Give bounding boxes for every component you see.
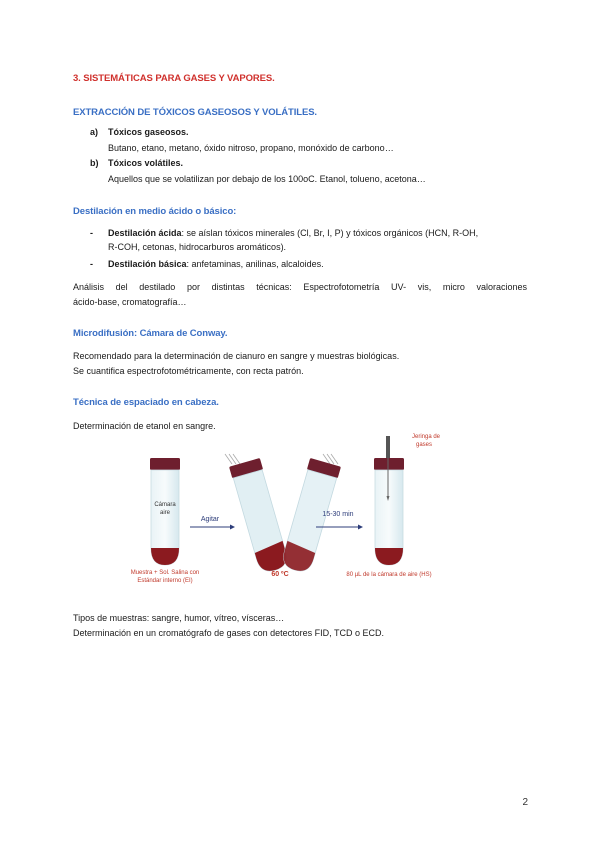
paragraph: Recomendado para la determinación de cianuro en sangre y muestras biológicas. — [73, 351, 400, 361]
paragraph: Se cuantifica espectrofotométricamente, con recta patrón. — [73, 366, 304, 376]
syringe-label: gases — [416, 442, 433, 448]
microdiffusion-heading: Microdifusión: Cámara de Conway. — [73, 328, 228, 339]
list-item-text: R-COH, cetonas, hidrocarburos aromáticos). — [108, 242, 287, 252]
list-marker: - — [90, 259, 93, 269]
syringe-label: Jeringa de — [412, 434, 441, 440]
list-item-title: Destilación básica — [108, 259, 187, 269]
analysis-text: Análisis del destilado por distintas técnicas: Espectrofotometría UV- vis, micro valoraciones — [73, 282, 527, 292]
sample-label: Muestra + Sol. Salina con — [130, 570, 200, 576]
sample-tube-1 — [150, 458, 180, 565]
list-item-text: : se aíslan tóxicos minerales (Cl, Br, I, P) y tóxicos orgánicos (HCN, R-OH, — [181, 228, 479, 238]
result-label: 80 µL de la cámara de aire (HS) — [346, 572, 432, 578]
list-item-title: Tóxicos gaseosos. — [108, 127, 189, 137]
tube-cap — [150, 458, 180, 470]
blood-sample — [151, 548, 179, 565]
tube-cap — [374, 458, 404, 470]
list-item-title: Destilación ácida — [108, 228, 182, 238]
paragraph: Determinación de etanol en sangre. — [73, 421, 216, 431]
section-title: 3. SISTEMÁTICAS PARA GASES Y VAPORES. — [73, 73, 275, 84]
blood-sample — [375, 548, 403, 565]
list-marker: - — [90, 228, 93, 238]
paragraph: Determinación en un cromatógrafo de gases con detectores FID, TCD o ECD. — [73, 628, 384, 638]
agitate-label: Agitar — [200, 516, 220, 523]
chamber-label: Cámara — [154, 502, 176, 508]
list-marker: b) — [90, 158, 99, 168]
paragraph: Tipos de muestras: sangre, humor, vítreo, vísceras… — [73, 613, 285, 623]
analysis-text: ácido-base, cromatografía… — [73, 297, 187, 307]
distillation-heading: Destilación en medio ácido o básico: — [73, 206, 237, 217]
list-marker: a) — [90, 127, 99, 137]
page-number: 2 — [522, 797, 528, 808]
temperature-label: 60 ºC — [271, 571, 289, 578]
headspace-heading: Técnica de espaciado en cabeza. — [73, 397, 219, 408]
list-item-title: Tóxicos volátiles. — [108, 158, 184, 168]
list-item-text: : anfetaminas, anilinas, alcaloides. — [186, 259, 324, 269]
list-item — [108, 227, 528, 240]
time-label: 15-30 min — [322, 511, 354, 518]
headspace-figure — [120, 434, 460, 585]
sample-tube-3 — [374, 458, 404, 565]
list-item-text: Aquellos que se volatilizan por debajo de los 100oC. Etanol, tolueno, acetona… — [108, 174, 426, 184]
list-item-text: Butano, etano, metano, óxido nitroso, propano, monóxido de carbono… — [108, 143, 394, 153]
arrow-right-icon — [190, 525, 235, 530]
list-item — [108, 258, 324, 271]
chamber-label: aire — [159, 510, 171, 516]
sample-label: Estándar interno (EI) — [137, 578, 193, 584]
extraction-heading: EXTRACCIÓN DE TÓXICOS GASEOSOS Y VOLÁTILES. — [73, 107, 317, 118]
